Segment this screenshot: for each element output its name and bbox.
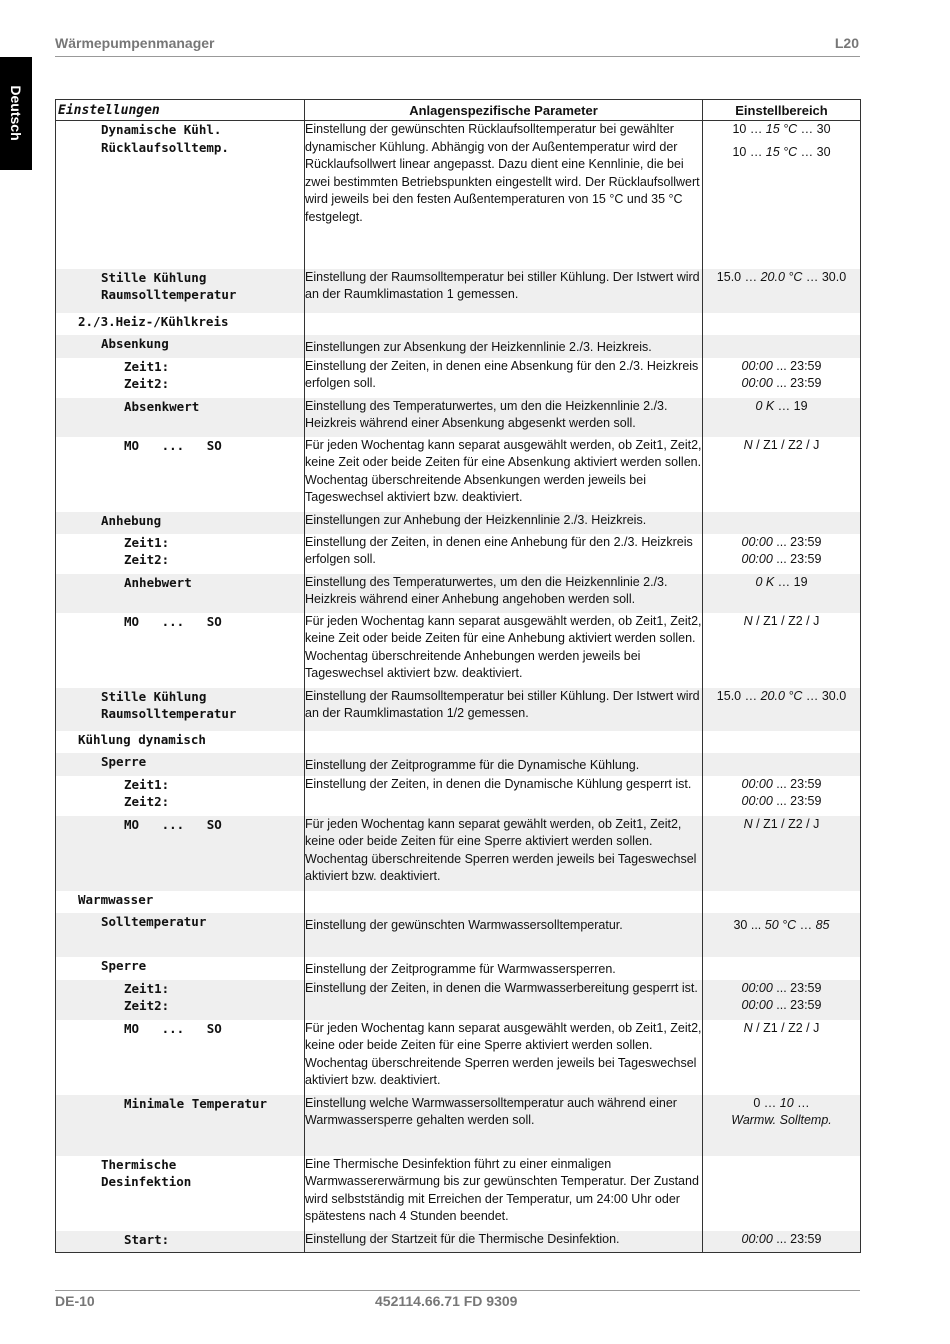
setting-description: Einstellungen zur Anhebung der Heizkennlinie 2./3. Heizkreis.: [305, 512, 703, 534]
setting-name: Zeit1: Zeit2:: [56, 358, 305, 398]
column-header-parameters: Anlagenspezifische Parameter: [305, 100, 703, 121]
setting-range: [703, 731, 861, 753]
setting-name: Start:: [56, 1231, 305, 1253]
setting-range: [703, 913, 861, 957]
table-row: [56, 574, 861, 613]
setting-description: Eine Thermische Desinfektion führt zu einer einmaligen Warmwassererwärmung bis zur gewünschten Temperatur. Der Zustand wird selbstständig mit Erreichen der Temperatur, um 24:00 Uhr oder spätestens nach 4 Stunden beendet.: [305, 1156, 703, 1231]
setting-name: Absenkung: [56, 335, 305, 358]
setting-description: Einstellungen zur Absenkung der Heizkennlinie 2./3. Heizkreis.: [305, 335, 703, 358]
range-value: 30 ... 50 °C … 85: [733, 917, 830, 932]
column-header-settings: Einstellungen: [56, 100, 305, 121]
table-row: [56, 1095, 861, 1156]
range-value: 0 K … 19: [755, 398, 808, 413]
range-value: 0 … 10 …: [753, 1095, 810, 1110]
setting-range: [703, 512, 861, 534]
setting-name: MO ... SO: [56, 1020, 305, 1095]
table-row: [56, 957, 861, 980]
setting-description: [305, 731, 703, 753]
setting-range: [703, 335, 861, 358]
range-value: 00:00 ... 23:59: [741, 534, 822, 549]
setting-description: Einstellung der Zeitprogramme für die Dynamische Kühlung.: [305, 753, 703, 776]
table-body: [56, 121, 861, 1253]
setting-range: [703, 753, 861, 776]
range-value: N / Z1 / Z2 / J: [743, 437, 820, 452]
range-value: N / Z1 / Z2 / J: [743, 1020, 820, 1035]
table-row: [56, 613, 861, 688]
setting-description: Einstellung der Raumsolltemperatur bei stiller Kühlung. Der Istwert wird an der Raumklimastation 1 gemessen.: [305, 269, 703, 313]
range-value: 00:00 ... 23:59: [741, 552, 822, 566]
range-value: 00:00 ... 23:59: [741, 776, 822, 791]
table-row: [56, 313, 861, 335]
table-row: [56, 437, 861, 512]
document-number: 452114.66.71 FD 9309: [375, 1293, 518, 1309]
setting-name: Thermische Desinfektion: [56, 1156, 305, 1231]
table-row: [56, 1020, 861, 1095]
setting-name: Solltemperatur: [56, 913, 305, 957]
setting-name: MO ... SO: [56, 613, 305, 688]
setting-name: Anhebwert: [56, 574, 305, 613]
setting-range: [703, 613, 861, 688]
setting-range: [703, 313, 861, 335]
table-row: [56, 398, 861, 437]
setting-name: MO ... SO: [56, 816, 305, 891]
setting-range: [703, 1020, 861, 1095]
setting-description: Einstellung der gewünschten Rücklaufsolltemperatur bei gewählter dynamischer Kühlung. Abhängig von der Außentemperatur wird der Rücklaufsollwert linear angepasst. Dazu dient eine Kennlinie, die bei zwei bestimmten Betriebspunkten eingestellt wird. Der Rücklaufsollwert wird jeweils bei den festen Außentemperaturen von 15 °C und 35 °C festgelegt.: [305, 121, 703, 269]
table-row: [56, 688, 861, 731]
setting-description: Einstellung der Startzeit für die Thermische Desinfektion.: [305, 1231, 703, 1253]
table-row: [56, 891, 861, 913]
setting-name: Dynamische Kühl. Rücklaufsolltemp.: [56, 121, 305, 269]
setting-name: Anhebung: [56, 512, 305, 534]
setting-name: Kühlung dynamisch: [56, 731, 305, 753]
table-row: [56, 1156, 861, 1231]
setting-description: Einstellung welche Warmwassersolltemperatur auch während einer Warmwassersperre gehalten werden soll.: [305, 1095, 703, 1156]
setting-description: Einstellung der Zeiten, in denen die Warmwasserbereitung gesperrt ist.: [305, 980, 703, 1020]
setting-range: [703, 1156, 861, 1231]
setting-range: [703, 776, 861, 816]
setting-description: Einstellung der Zeiten, in denen eine Anhebung für den 2./3. Heizkreis erfolgen soll.: [305, 534, 703, 574]
setting-range: [703, 398, 861, 437]
range-value: N / Z1 / Z2 / J: [743, 613, 820, 628]
range-value: 15.0 … 20.0 °C … 30.0: [716, 269, 847, 284]
page-number: DE-10: [55, 1293, 95, 1309]
setting-name: Absenkwert: [56, 398, 305, 437]
setting-description: [305, 313, 703, 335]
range-value: 15.0 … 20.0 °C … 30.0: [716, 688, 847, 703]
parameter-table: [55, 99, 861, 1253]
setting-description: Einstellung der Zeiten, in denen die Dynamische Kühlung gesperrt ist.: [305, 776, 703, 816]
setting-name: Minimale Temperatur: [56, 1095, 305, 1156]
setting-range: [703, 269, 861, 313]
setting-description: Für jeden Wochentag kann separat ausgewählt werden, ob Zeit1, Zeit2, keine Zeit oder beide Zeiten für eine Absenkung aktiviert werden sollen. Wochentag überschreitende Absenkungen werden jeweils bei Tageswechsel aktiviert bzw. deaktiviert.: [305, 437, 703, 512]
setting-range: [703, 1095, 861, 1156]
table-row: [56, 121, 861, 269]
setting-range: [703, 437, 861, 512]
table-row: [56, 731, 861, 753]
setting-description: Einstellung der Zeiten, in denen eine Absenkung für den 2./3. Heizkreis erfolgen soll.: [305, 358, 703, 398]
setting-description: Für jeden Wochentag kann separat ausgewählt werden, ob Zeit1, Zeit2, keine oder beide Zeiten für eine Sperre aktiviert werden sollen. Wochentag überschreitende Sperren werden jeweils bei Tageswechsel aktiviert bzw. deaktiviert.: [305, 1020, 703, 1095]
setting-range: [703, 358, 861, 398]
setting-range: [703, 816, 861, 891]
model-label: L20: [834, 35, 859, 51]
setting-description: Einstellung der Zeitprogramme für Warmwassersperren.: [305, 957, 703, 980]
range-value: N / Z1 / Z2 / J: [743, 816, 820, 831]
setting-range: [703, 957, 861, 980]
setting-description: Für jeden Wochentag kann separat ausgewählt werden, ob Zeit1, Zeit2, keine Zeit oder beide Zeiten für eine Anhebung aktiviert werden sollen. Wochentag überschreitende Anhebungen werden jeweils bei Tageswechsel aktiviert bzw. deaktiviert.: [305, 613, 703, 688]
header-divider: [55, 56, 860, 57]
table-row: [56, 1231, 861, 1253]
setting-range: [703, 980, 861, 1020]
range-value: 00:00 ... 23:59: [741, 998, 822, 1012]
range-value: 00:00 ... 23:59: [741, 376, 822, 390]
range-value: 10 … 15 °C … 30: [732, 144, 831, 159]
setting-description: Einstellung des Temperaturwertes, um den die Heizkennlinie 2./3. Heizkreis während einer Absenkung abgesenkt werden soll.: [305, 398, 703, 437]
column-header-range: Einstellbereich: [703, 100, 861, 121]
range-value: 0 K … 19: [755, 574, 808, 589]
setting-name: 2./3.Heiz-/Kühlkreis: [56, 313, 305, 335]
range-value: 00:00 ... 23:59: [741, 358, 822, 373]
setting-range: [703, 121, 861, 269]
setting-name: Sperre: [56, 957, 305, 980]
range-value: 00:00 ... 23:59: [741, 794, 822, 808]
setting-description: Einstellung der gewünschten Warmwassersolltemperatur.: [305, 913, 703, 957]
table-row: [56, 776, 861, 816]
table-header-row: [56, 100, 861, 121]
setting-range: [703, 534, 861, 574]
range-value: 10 … 15 °C … 30: [732, 122, 831, 136]
table-row: [56, 335, 861, 358]
language-tab-label: Deutsch: [8, 85, 24, 141]
table-row: [56, 816, 861, 891]
table-row: [56, 753, 861, 776]
document-title: Wärmepumpenmanager: [55, 35, 215, 51]
setting-description: Für jeden Wochentag kann separat gewählt werden, ob Zeit1, Zeit2, keine oder beide Zeiten für eine Sperre aktiviert werden sollen. Wochentag überschreitende Sperren werden jeweils bei Tageswechsel aktiviert bzw. deaktiviert.: [305, 816, 703, 891]
setting-name: Zeit1: Zeit2:: [56, 980, 305, 1020]
setting-name: Warmwasser: [56, 891, 305, 913]
setting-range: [703, 574, 861, 613]
setting-description: Einstellung der Raumsolltemperatur bei stiller Kühlung. Der Istwert wird an der Raumklimastation 1/2 gemessen.: [305, 688, 703, 731]
setting-name: MO ... SO: [56, 437, 305, 512]
setting-name: Stille Kühlung Raumsolltemperatur: [56, 688, 305, 731]
setting-range: [703, 688, 861, 731]
setting-name: Zeit1: Zeit2:: [56, 534, 305, 574]
range-value: 00:00 ... 23:59: [741, 980, 822, 995]
table-row: [56, 358, 861, 398]
setting-name: Stille Kühlung Raumsolltemperatur: [56, 269, 305, 313]
range-value: Warmw. Solltemp.: [731, 1113, 832, 1127]
setting-range: [703, 891, 861, 913]
setting-range: [703, 1231, 861, 1253]
table-row: [56, 512, 861, 534]
range-value: 00:00 ... 23:59: [741, 1231, 822, 1246]
table-row: [56, 980, 861, 1020]
setting-name: Sperre: [56, 753, 305, 776]
table-row: [56, 913, 861, 957]
setting-description: Einstellung des Temperaturwertes, um den die Heizkennlinie 2./3. Heizkreis während einer Anhebung angehoben werden soll.: [305, 574, 703, 613]
table-row: [56, 269, 861, 313]
table-row: [56, 534, 861, 574]
footer-divider: [55, 1290, 860, 1291]
setting-name: Zeit1: Zeit2:: [56, 776, 305, 816]
setting-description: [305, 891, 703, 913]
language-tab: [0, 57, 32, 170]
